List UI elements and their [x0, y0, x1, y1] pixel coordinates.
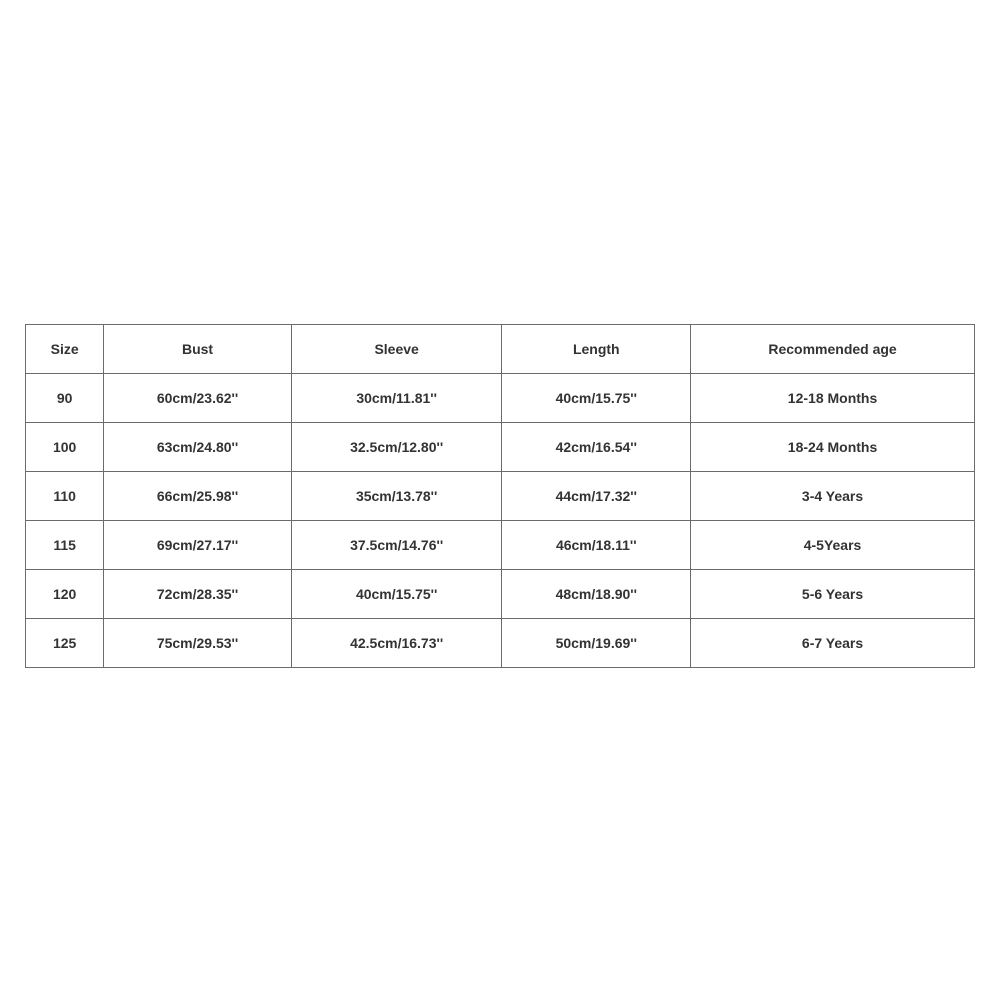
- cell-recommended-age: 4-5Years: [691, 521, 975, 570]
- cell-sleeve: 40cm/15.75'': [291, 570, 502, 619]
- cell-length: 42cm/16.54'': [502, 423, 691, 472]
- cell-recommended-age: 6-7 Years: [691, 619, 975, 668]
- size-chart-table: [25, 324, 975, 668]
- cell-sleeve: 32.5cm/12.80'': [291, 423, 502, 472]
- cell-length: 44cm/17.32'': [502, 472, 691, 521]
- header-length: Length: [502, 325, 691, 374]
- table-row: [26, 619, 975, 668]
- header-bust: Bust: [104, 325, 292, 374]
- cell-bust: 69cm/27.17'': [104, 521, 292, 570]
- header-size: Size: [26, 325, 104, 374]
- table-row: [26, 521, 975, 570]
- cell-bust: 66cm/25.98'': [104, 472, 292, 521]
- cell-length: 46cm/18.11'': [502, 521, 691, 570]
- cell-bust: 63cm/24.80'': [104, 423, 292, 472]
- cell-sleeve: 37.5cm/14.76'': [291, 521, 502, 570]
- header-recommended-age: Recommended age: [691, 325, 975, 374]
- cell-bust: 72cm/28.35'': [104, 570, 292, 619]
- cell-size: 90: [26, 374, 104, 423]
- table-header-row: [26, 325, 975, 374]
- table-row: [26, 374, 975, 423]
- cell-sleeve: 35cm/13.78'': [291, 472, 502, 521]
- cell-size: 110: [26, 472, 104, 521]
- table-row: [26, 570, 975, 619]
- cell-length: 50cm/19.69'': [502, 619, 691, 668]
- cell-size: 115: [26, 521, 104, 570]
- header-sleeve: Sleeve: [291, 325, 502, 374]
- cell-length: 48cm/18.90'': [502, 570, 691, 619]
- table-row: [26, 423, 975, 472]
- cell-bust: 75cm/29.53'': [104, 619, 292, 668]
- cell-recommended-age: 18-24 Months: [691, 423, 975, 472]
- cell-recommended-age: 12-18 Months: [691, 374, 975, 423]
- cell-size: 120: [26, 570, 104, 619]
- cell-size: 125: [26, 619, 104, 668]
- cell-sleeve: 42.5cm/16.73'': [291, 619, 502, 668]
- cell-size: 100: [26, 423, 104, 472]
- table-row: [26, 472, 975, 521]
- cell-sleeve: 30cm/11.81'': [291, 374, 502, 423]
- cell-bust: 60cm/23.62'': [104, 374, 292, 423]
- cell-length: 40cm/15.75'': [502, 374, 691, 423]
- cell-recommended-age: 3-4 Years: [691, 472, 975, 521]
- cell-recommended-age: 5-6 Years: [691, 570, 975, 619]
